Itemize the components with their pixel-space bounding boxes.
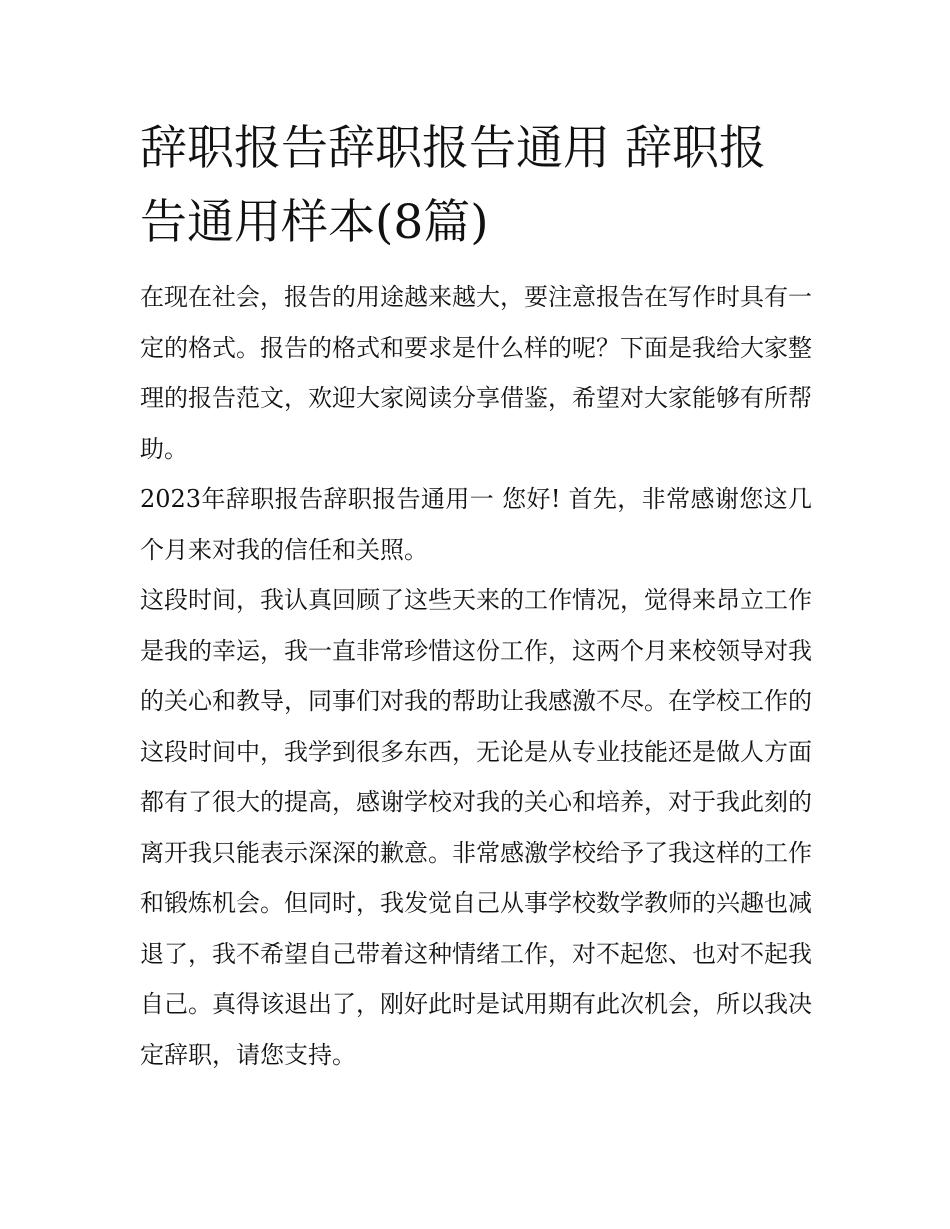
greeting-paragraph: 2023年辞职报告辞职报告通用一 您好! 首先，非常感谢您这几个月来对我的信任和关照。 xyxy=(140,485,812,564)
document-title: 辞职报告辞职报告通用 辞职报告通用样本(8篇) xyxy=(140,121,766,250)
document-body xyxy=(140,112,812,1080)
intro-paragraph: 在现在社会，报告的用途越来越大，要注意报告在写作时具有一定的格式。报告的格式和要求是什么样的呢？下面是我给大家整理的报告范文，欢迎大家阅读分享借鉴，希望对大家能够有所帮助。 xyxy=(140,283,812,463)
body-paragraph: 这段时间，我认真回顾了这些天来的工作情况，觉得来昂立工作是我的幸运，我一直非常珍惜这份工作，这两个月来校领导对我的关心和教导，同事们对我的帮助让我感激不尽。在学校工作的这段时间中，我学到很多东西，无论是从专业技能还是做人方面都有了很大的提高，感谢学校对我的关心和培养，对于我此刻的离开我只能表示深深的歉意。非常感激学校给予了我这样的工作和锻炼机会。但同时，我发觉自己从事学校数学教师的兴趣也减退了，我不希望自己带着这种情绪工作，对不起您、也对不起我自己。真得该退出了，刚好此时是试用期有此次机会，所以我决定辞职，请您支持。 xyxy=(140,586,812,1069)
